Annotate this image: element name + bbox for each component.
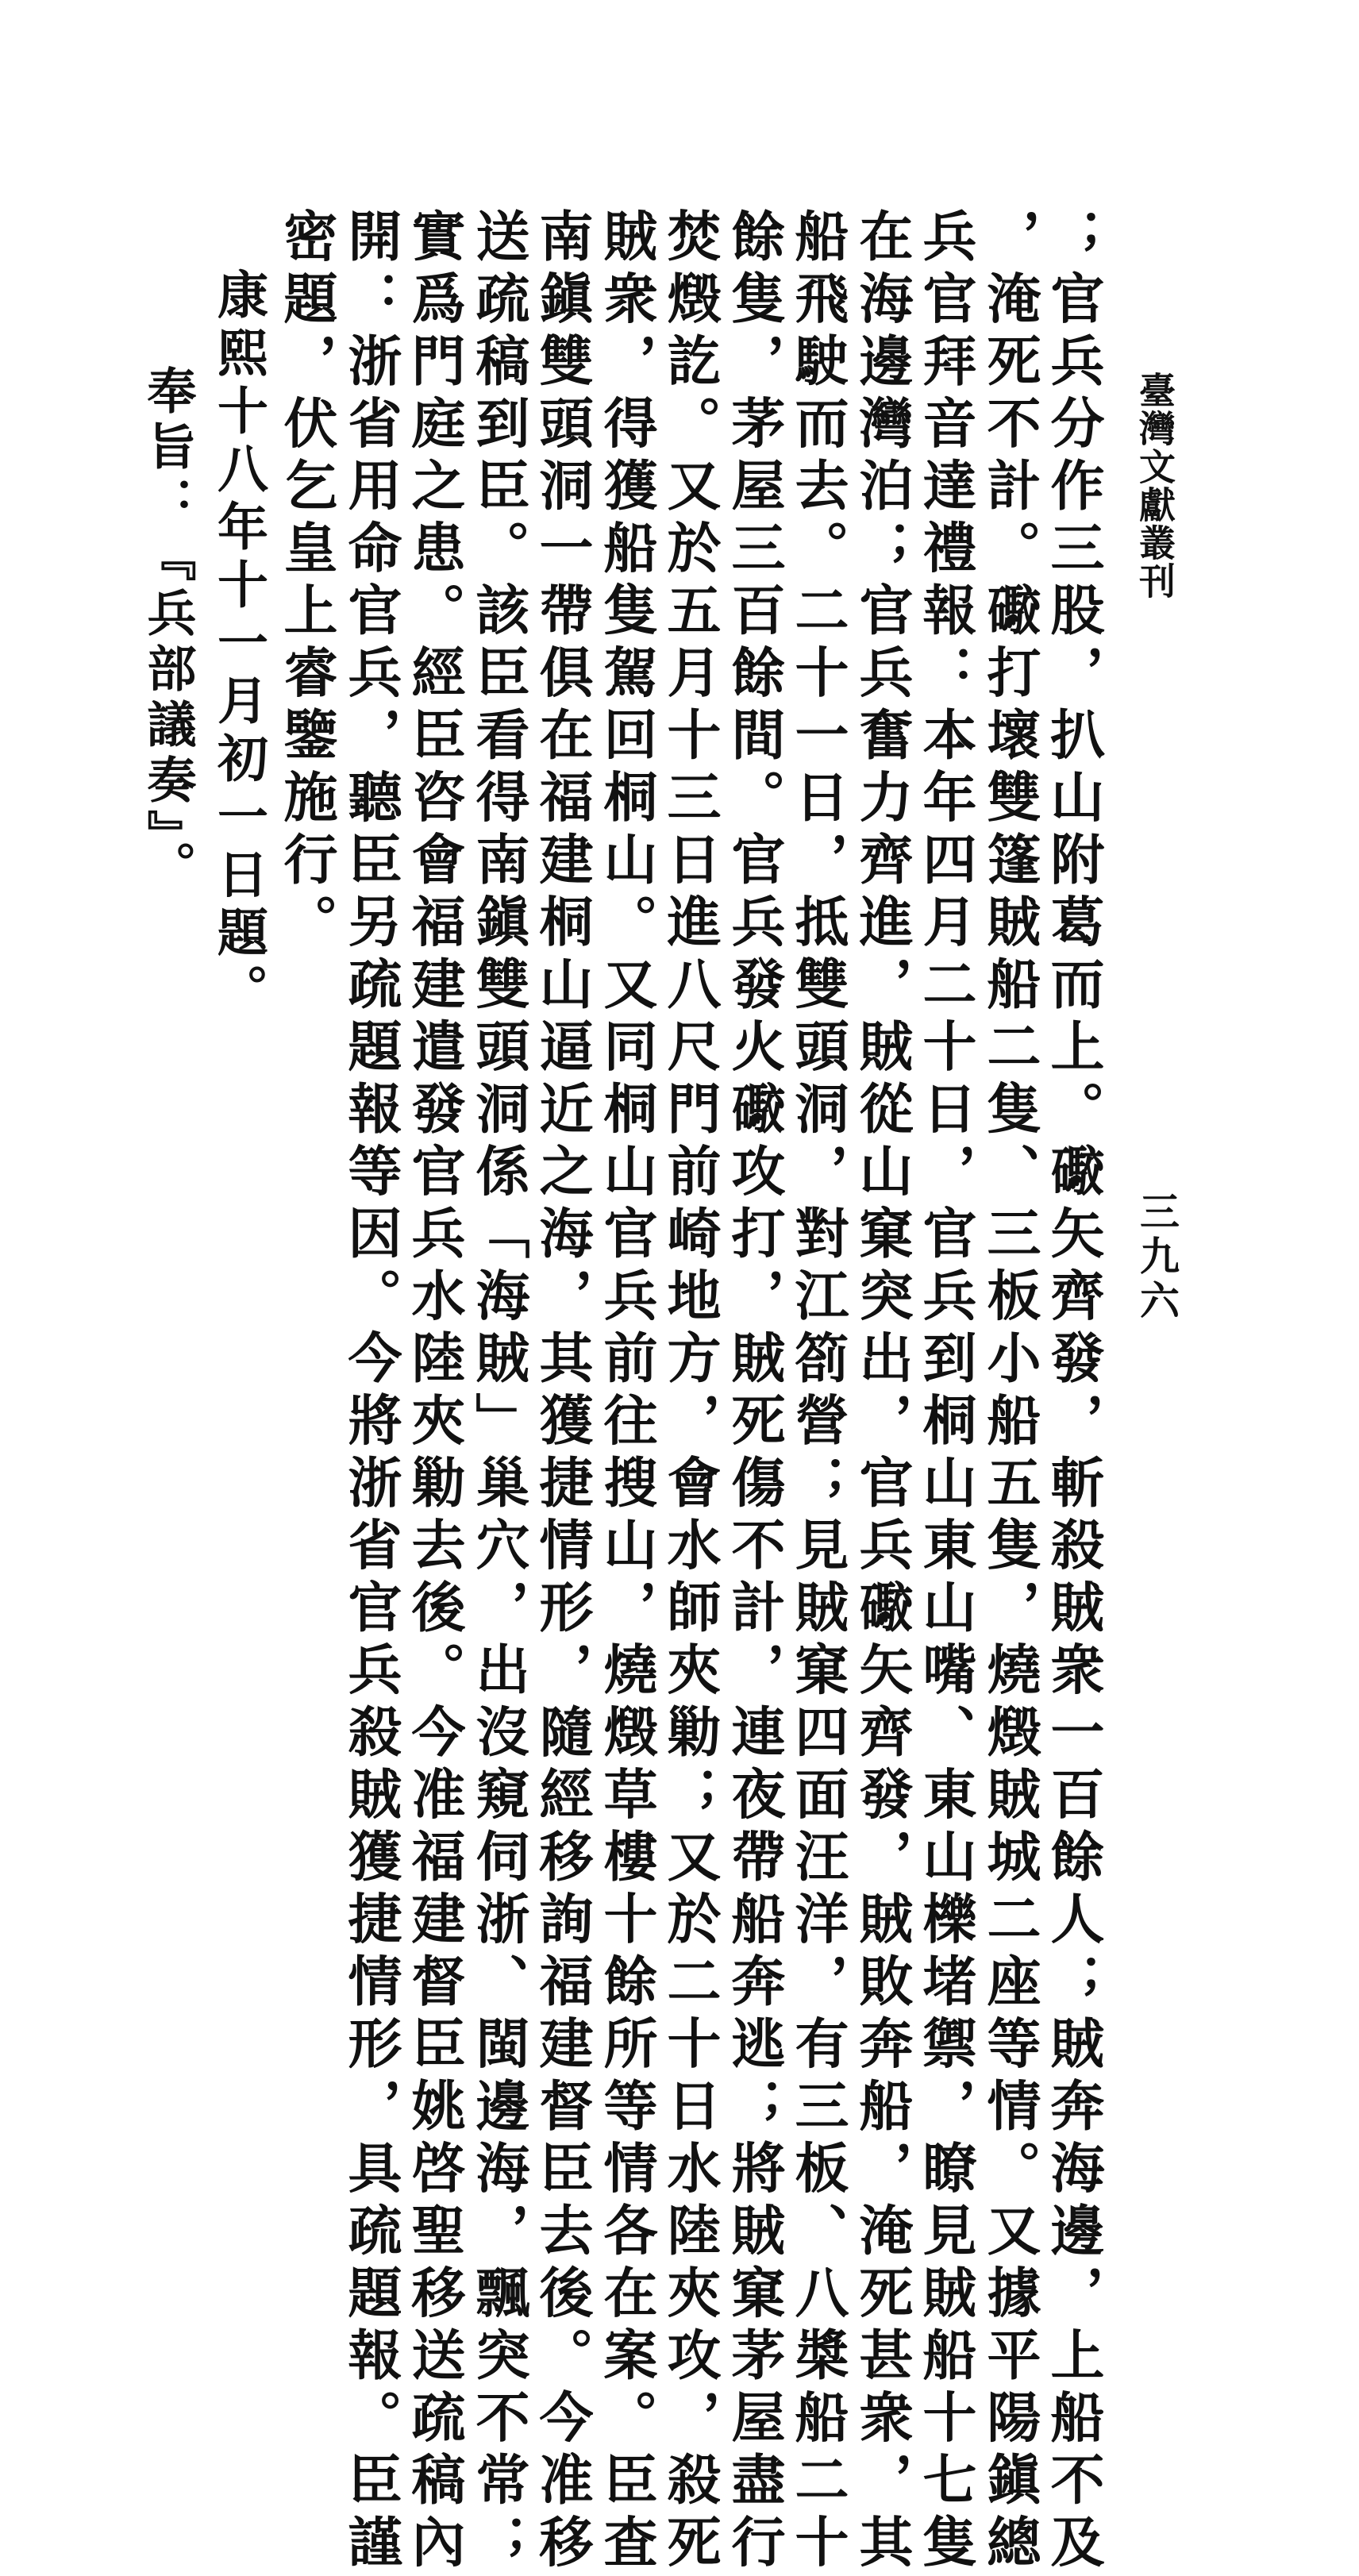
text-line-8: 賊衆，得獲船隻駕回桐山。又同桐山官兵前往搜山，燒燬草樓十餘所等情各在案。臣査	[595, 208, 658, 2576]
page-number: 三九六	[1134, 1191, 1180, 1324]
text-line-3: 兵官拜音達禮報：本年四月二十日，官兵到桐山東山嘴、東山櫟堵禦，瞭見賊船十七隻	[914, 208, 977, 2576]
text-line-11: 實爲門庭之患。經臣咨會福建遣發官兵水陸夾勦去後。今准福建督臣姚啓聖移送疏稿內	[402, 208, 466, 2576]
text-line-7: 焚燬訖。又於五月十三日進八尺門前崎地方，會水師夾勦；又於二十日水陸夾攻，殺死	[658, 208, 722, 2576]
text-line-13: 密題，伏乞皇上睿鑒施行。	[275, 208, 338, 956]
text-line-6: 餘隻，茅屋三百餘間。官兵發火礮攻打，賊死傷不計，連夜帶船奔逃；將賊窠茅屋盡行	[722, 208, 786, 2576]
text-line-5: 船飛駛而去。二十一日，抵雙頭洞，對江箚營；見賊窠四面汪洋，有三板、八槳船二十	[786, 208, 849, 2576]
text-line-1: ；官兵分作三股，扒山附葛而上。礮矢齊發，斬殺賊衆一百餘人；賊奔海邊，上船不及	[1041, 208, 1105, 2576]
text-line-10: 送疏稿到臣。該臣看得南鎭雙頭洞係「海賊」巢穴，出沒窺伺浙、閩邊海，飄突不常；	[467, 208, 530, 2576]
imperial-edict: 奉旨：『兵部議奏』。	[139, 365, 197, 896]
text-line-2: ，淹死不計。礮打壞雙篷賊船二隻、三板小船五隻，燒燬賊城二座等情。又據平陽鎭總	[978, 208, 1041, 2576]
text-line-12: 開：浙省用命官兵，聽臣另疏題報等因。今將浙省官兵殺賊獲捷情形，具疏題報。臣謹	[339, 208, 402, 2576]
text-line-9: 南鎭雙頭洞一帶俱在福建桐山逼近之海，其獲捷情形，隨經移詢福建督臣去後。今准移	[530, 208, 594, 2576]
text-line-4: 在海邊灣泊；官兵奮力齊進，賊從山窠突出，官兵礮矢齊發，賊敗奔船，淹死甚衆，其	[850, 208, 914, 2576]
book-series-title: 臺灣文獻叢刊	[1134, 372, 1176, 600]
memorial-date: 康熙十八年十一月初一日題。	[209, 268, 268, 1022]
